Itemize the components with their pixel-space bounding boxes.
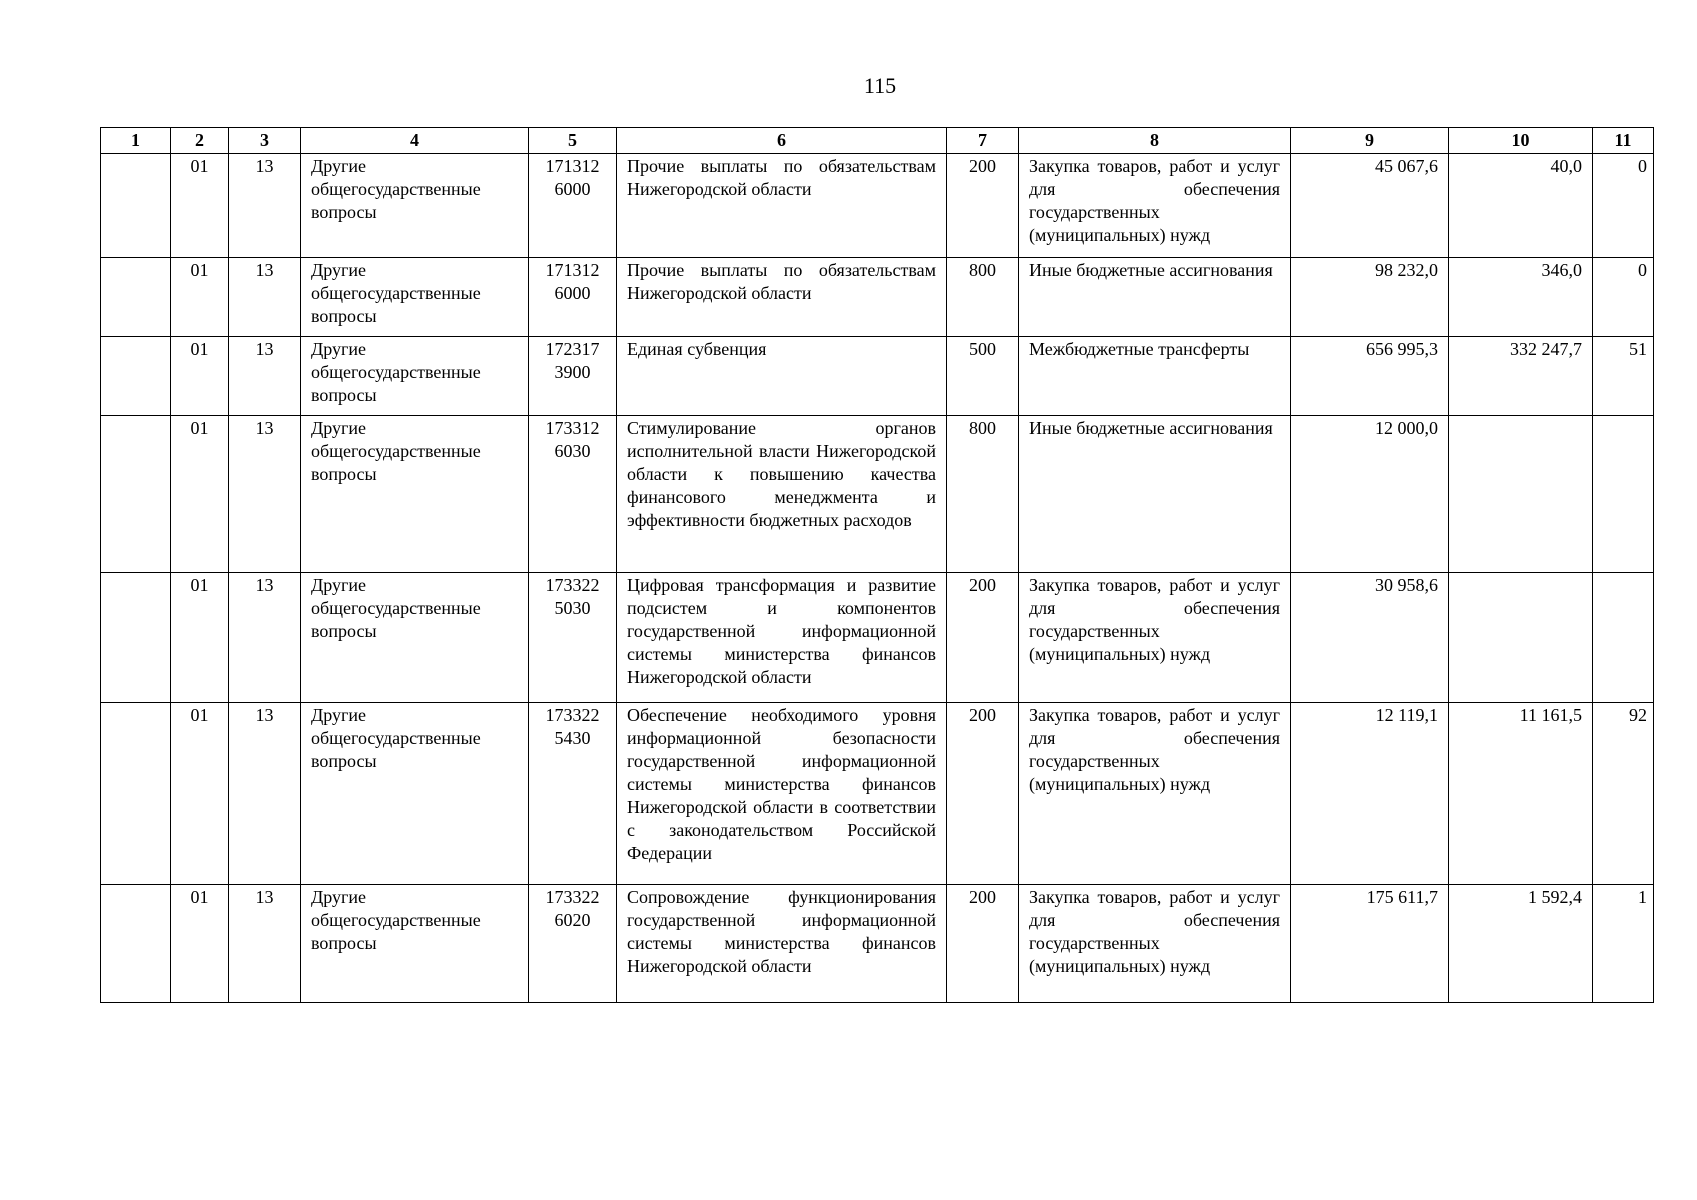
column-header: 8	[1019, 128, 1291, 154]
cell-expense-type: 800	[947, 258, 1019, 337]
cell-subsection: 13	[229, 416, 301, 573]
cell-expense-type-name: Закупка товаров, работ и услуг для обеспечения государственных (муниципальных) нужд	[1019, 154, 1291, 258]
cell-percent	[1593, 573, 1654, 703]
cell-expense-type: 800	[947, 416, 1019, 573]
cell-expense-type-name: Закупка товаров, работ и услуг для обеспечения государственных (муниципальных) нужд	[1019, 885, 1291, 1003]
cell-amount-actual: 346,0	[1449, 258, 1593, 337]
table-row	[101, 258, 1654, 337]
cell-col-1	[101, 703, 171, 885]
cell-target-code: 171312 6000	[529, 154, 617, 258]
cell-percent: 51	[1593, 337, 1654, 416]
cell-target-code: 172317 3900	[529, 337, 617, 416]
cell-amount-plan: 98 232,0	[1291, 258, 1449, 337]
cell-item-name: Обеспечение необходимого уровня информационной безопасности государственной информационной системы министерства финансов Нижегородской области в соответствии с законодательством Российской Федерации	[617, 703, 947, 885]
cell-amount-plan: 30 958,6	[1291, 573, 1449, 703]
cell-percent	[1593, 416, 1654, 573]
cell-amount-actual: 332 247,7	[1449, 337, 1593, 416]
cell-item-name: Единая субвенция	[617, 337, 947, 416]
cell-amount-plan: 45 067,6	[1291, 154, 1449, 258]
cell-expense-type: 200	[947, 573, 1019, 703]
column-header: 5	[529, 128, 617, 154]
cell-expense-type-name: Закупка товаров, работ и услуг для обеспечения государственных (муниципальных) нужд	[1019, 573, 1291, 703]
cell-col-1	[101, 885, 171, 1003]
budget-table	[100, 127, 1654, 1003]
cell-col-1	[101, 258, 171, 337]
cell-percent: 92	[1593, 703, 1654, 885]
cell-expense-type-name: Иные бюджетные ассигнования	[1019, 416, 1291, 573]
cell-expense-type: 500	[947, 337, 1019, 416]
cell-section-name: Другие общегосударственные вопросы	[301, 258, 529, 337]
cell-section: 01	[171, 258, 229, 337]
table-row	[101, 573, 1654, 703]
cell-expense-type: 200	[947, 703, 1019, 885]
cell-section: 01	[171, 337, 229, 416]
column-header: 11	[1593, 128, 1654, 154]
table-row	[101, 416, 1654, 573]
cell-amount-actual: 11 161,5	[1449, 703, 1593, 885]
cell-subsection: 13	[229, 703, 301, 885]
column-header: 4	[301, 128, 529, 154]
page-number: 115	[863, 73, 897, 98]
column-header: 2	[171, 128, 229, 154]
cell-section: 01	[171, 573, 229, 703]
cell-expense-type-name: Межбюджетные трансферты	[1019, 337, 1291, 416]
cell-target-code: 173322 5430	[529, 703, 617, 885]
cell-section-name: Другие общегосударственные вопросы	[301, 885, 529, 1003]
cell-subsection: 13	[229, 154, 301, 258]
column-header: 1	[101, 128, 171, 154]
column-header: 6	[617, 128, 947, 154]
cell-section: 01	[171, 703, 229, 885]
cell-expense-type-name: Закупка товаров, работ и услуг для обеспечения государственных (муниципальных) нужд	[1019, 703, 1291, 885]
cell-percent: 0	[1593, 258, 1654, 337]
cell-amount-actual	[1449, 573, 1593, 703]
cell-amount-plan: 12 119,1	[1291, 703, 1449, 885]
cell-amount-plan: 656 995,3	[1291, 337, 1449, 416]
cell-section: 01	[171, 154, 229, 258]
cell-amount-plan: 175 611,7	[1291, 885, 1449, 1003]
column-header: 10	[1449, 128, 1593, 154]
table-row	[101, 703, 1654, 885]
cell-expense-type: 200	[947, 885, 1019, 1003]
cell-section-name: Другие общегосударственные вопросы	[301, 703, 529, 885]
cell-amount-actual: 1 592,4	[1449, 885, 1593, 1003]
cell-target-code: 173322 5030	[529, 573, 617, 703]
cell-item-name: Прочие выплаты по обязательствам Нижегородской области	[617, 258, 947, 337]
cell-expense-type-name: Иные бюджетные ассигнования	[1019, 258, 1291, 337]
cell-section: 01	[171, 885, 229, 1003]
table-row	[101, 337, 1654, 416]
cell-col-1	[101, 337, 171, 416]
cell-section-name: Другие общегосударственные вопросы	[301, 573, 529, 703]
cell-subsection: 13	[229, 885, 301, 1003]
cell-amount-actual	[1449, 416, 1593, 573]
table-row	[101, 154, 1654, 258]
cell-section-name: Другие общегосударственные вопросы	[301, 416, 529, 573]
cell-target-code: 171312 6000	[529, 258, 617, 337]
cell-col-1	[101, 416, 171, 573]
column-header: 9	[1291, 128, 1449, 154]
column-header: 3	[229, 128, 301, 154]
cell-item-name: Прочие выплаты по обязательствам Нижегородской области	[617, 154, 947, 258]
cell-target-code: 173322 6020	[529, 885, 617, 1003]
cell-subsection: 13	[229, 337, 301, 416]
cell-item-name: Цифровая трансформация и развитие подсистем и компонентов государственной информационной системы министерства финансов Нижегородской области	[617, 573, 947, 703]
column-header: 7	[947, 128, 1019, 154]
cell-section: 01	[171, 416, 229, 573]
cell-item-name: Сопровождение функционирования государственной информационной системы министерства финансов Нижегородской области	[617, 885, 947, 1003]
cell-item-name: Стимулирование органов исполнительной власти Нижегородской области к повышению качества финансового менеджмента и эффективности бюджетных расходов	[617, 416, 947, 573]
cell-expense-type: 200	[947, 154, 1019, 258]
cell-percent: 0	[1593, 154, 1654, 258]
cell-amount-actual: 40,0	[1449, 154, 1593, 258]
cell-section-name: Другие общегосударственные вопросы	[301, 154, 529, 258]
cell-target-code: 173312 6030	[529, 416, 617, 573]
header-row	[101, 128, 1654, 154]
cell-subsection: 13	[229, 573, 301, 703]
cell-col-1	[101, 573, 171, 703]
cell-percent: 1	[1593, 885, 1654, 1003]
cell-amount-plan: 12 000,0	[1291, 416, 1449, 573]
table-row	[101, 885, 1654, 1003]
cell-col-1	[101, 154, 171, 258]
cell-section-name: Другие общегосударственные вопросы	[301, 337, 529, 416]
cell-subsection: 13	[229, 258, 301, 337]
